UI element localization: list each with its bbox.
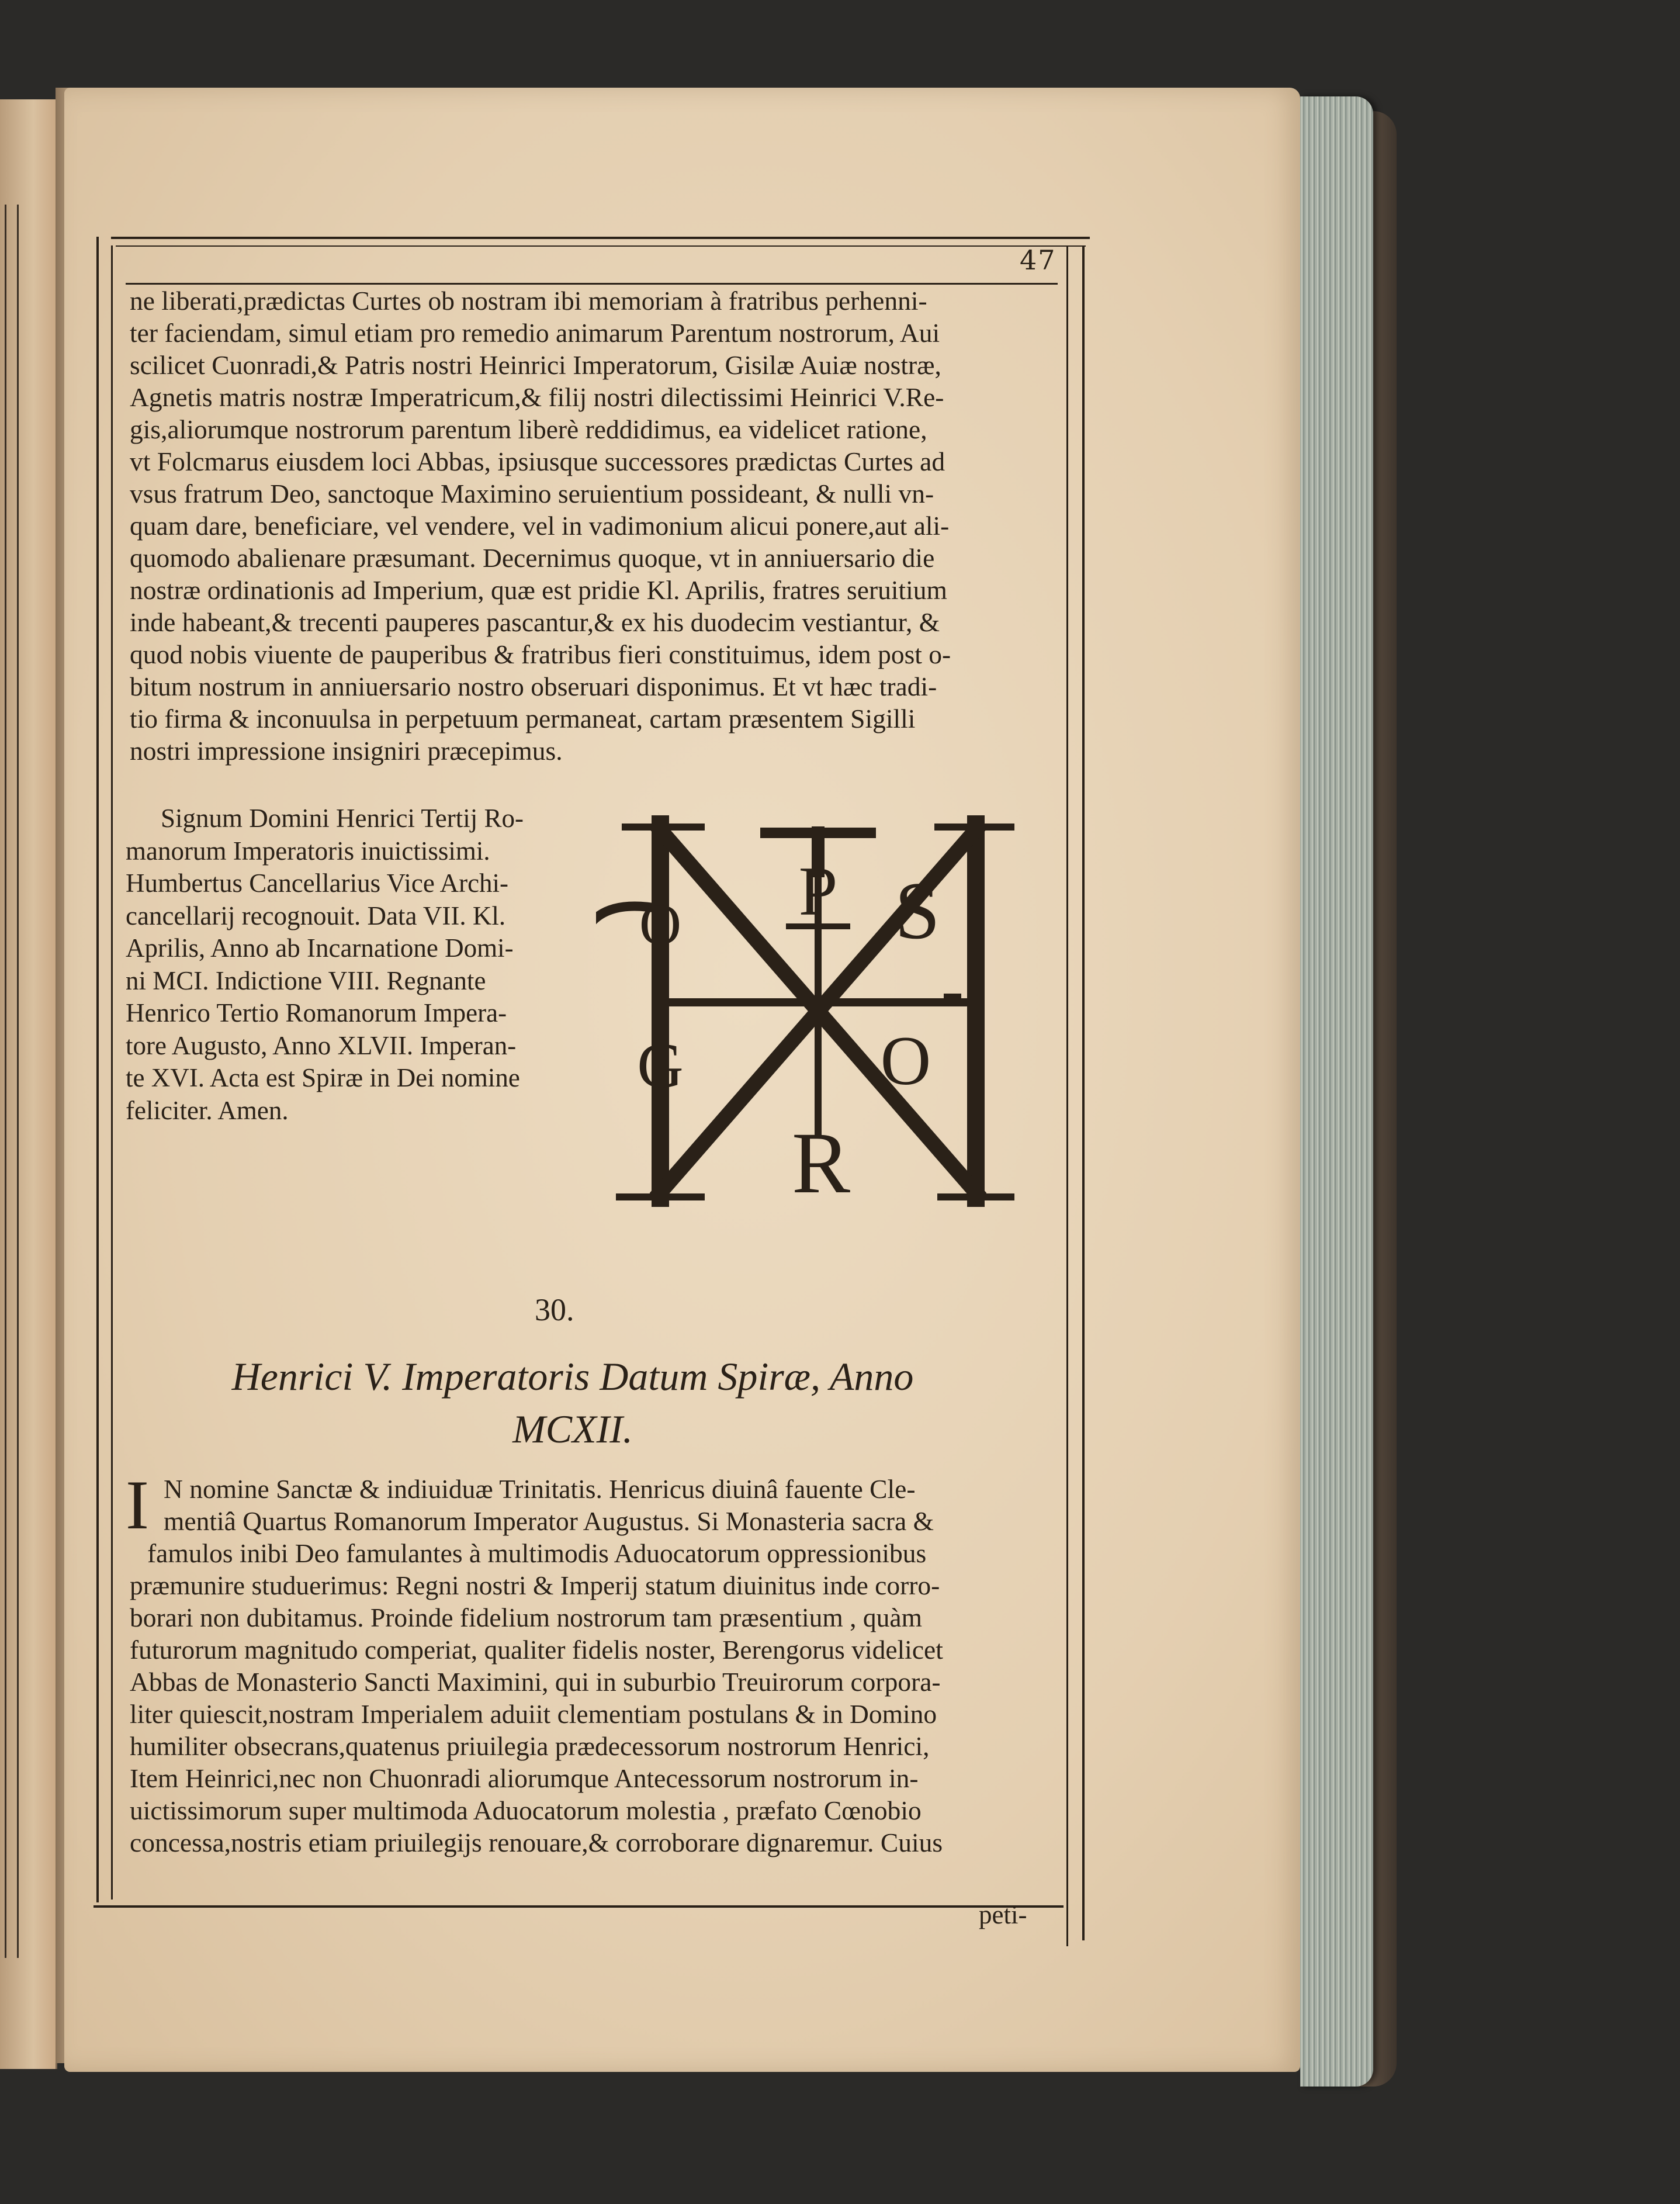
frame-rule-left-outer bbox=[96, 237, 99, 1902]
document-title bbox=[193, 1350, 952, 1455]
charter-paragraph bbox=[130, 1473, 1065, 1859]
frame-rule-left-inner bbox=[111, 245, 113, 1899]
text-line: tore Augusto, Anno XLVII. Imperan- bbox=[126, 1030, 517, 1060]
text-line: mentiâ Quartus Romanorum Imperator Augustus. Si Monasteria sacra & bbox=[164, 1506, 934, 1536]
text-line: quomodo abalienare præsumant. Decernimus quoque, vt in anniuersario die bbox=[130, 543, 935, 573]
document-number: 30. bbox=[535, 1292, 574, 1327]
text-line: cancellarij recognouit. Data VII. Kl. bbox=[126, 901, 506, 930]
intro-paragraph bbox=[130, 285, 1065, 767]
imperial-monogram bbox=[596, 807, 1020, 1216]
frame-rule-right-outer bbox=[1082, 245, 1085, 1940]
text-line: liter quiescit,nostram Imperialem aduiit clementiam postulans & in Domino bbox=[130, 1699, 937, 1729]
text-line: famulos inibi Deo famulantes à multimodis Aduocatorum oppressionibus bbox=[147, 1538, 927, 1568]
monogram-letter-p: P bbox=[798, 852, 838, 930]
text-line: ni MCI. Indictione VIII. Regnante bbox=[126, 966, 486, 995]
text-line: Humbertus Cancellarius Vice Archi- bbox=[126, 869, 509, 898]
text-line: tio firma & inconuulsa in perpetuum permaneat, cartam præsentem Sigilli bbox=[130, 704, 916, 733]
text-line: Abbas de Monasterio Sancti Maximini, qui in suburbio Treuirorum corpora- bbox=[130, 1667, 941, 1697]
text-line: bitum nostrum in anniuersario nostro obseruari disponimus. Et vt hæc tradi- bbox=[130, 672, 937, 701]
text-line: concessa,nostris etiam priuilegijs renouare,& corroborare dignaremur. Cuius bbox=[130, 1828, 943, 1857]
text-line: uictissimorum super multimoda Aduocatorum molestia , præfato Cœnobio bbox=[130, 1795, 922, 1825]
subscription-text bbox=[126, 802, 605, 1127]
text-line: quod nobis viuente de pauperibus & fratribus fieri constituimus, idem post o- bbox=[130, 639, 951, 669]
text-line: vsus fratrum Deo, sanctoque Maximino seruientium possideant, & nulli vn- bbox=[130, 479, 934, 508]
bottom-rule bbox=[93, 1905, 1064, 1908]
frame-rule-right-inner bbox=[1066, 245, 1068, 1946]
text-line: gis,aliorumque nostrorum parentum liberè reddidimus, ea videlicet ratione, bbox=[130, 414, 927, 444]
text-line: borari non dubitamus. Proinde fidelium nostrorum tam præsentium , quàm bbox=[130, 1603, 922, 1632]
drop-cap: I bbox=[126, 1466, 149, 1544]
monogram-letter-o-right: O bbox=[880, 1022, 931, 1099]
text-line: te XVI. Acta est Spiræ in Dei nomine bbox=[126, 1063, 520, 1092]
text-line: Aprilis, Anno ab Incarnatione Domi- bbox=[126, 933, 514, 963]
text-line: N nomine Sanctæ & indiuiduæ Trinitatis. Henricus diuinâ fauente Cle- bbox=[164, 1474, 916, 1504]
title-line: MCXII. bbox=[512, 1407, 633, 1451]
monogram-letter-g: G bbox=[637, 1030, 684, 1101]
text-line: nostri impressione insigniri præcepimus. bbox=[130, 736, 563, 766]
text-line: Item Heinrici,nec non Chuonradi aliorumque Antecessorum nostrorum in- bbox=[130, 1763, 919, 1793]
text-line: præmunire studuerimus: Regni nostri & Imperij statum diuinitus inde corro- bbox=[130, 1570, 940, 1600]
monogram-letter-o-left: O bbox=[639, 892, 682, 957]
text-line: nostræ ordinationis ad Imperium, quæ est pridie Kl. Aprilis, fratres seruitium bbox=[130, 575, 947, 605]
title-line: Henrici V. Imperatoris Datum Spiræ, Anno bbox=[231, 1354, 914, 1399]
text-line: vt Folcmarus eiusdem loci Abbas, ipsiusque successores prædictas Curtes ad bbox=[130, 447, 945, 476]
text-line: futurorum magnitudo comperiat, qualiter fidelis noster, Berengorus videlicet bbox=[130, 1635, 943, 1665]
left-page-rules bbox=[5, 205, 19, 1958]
text-line: ne liberati,prædictas Curtes ob nostram ibi memoriam à fratribus perhenni- bbox=[130, 286, 927, 316]
text-line: quam dare, beneficiare, vel vendere, vel in vadimonium alicui ponere,aut ali- bbox=[130, 511, 950, 541]
text-line: humiliter obsecrans,quatenus priuilegia prædecessorum nostrorum Henrici, bbox=[130, 1731, 930, 1761]
monogram-letter-s: S bbox=[895, 866, 940, 956]
text-line: scilicet Cuonradi,& Patris nostri Heinrici Imperatorum, Gisilæ Auiæ nostræ, bbox=[130, 350, 941, 380]
frame-rule-top-inner bbox=[116, 245, 1086, 247]
text-line: Signum Domini Henrici Tertij Ro- bbox=[161, 804, 524, 833]
page-block-edges bbox=[1300, 96, 1373, 2087]
text-line: ter faciendam, simul etiam pro remedio animarum Parentum nostrorum, Aui bbox=[130, 318, 940, 348]
monogram-letter-r: R bbox=[791, 1115, 851, 1212]
catchword: peti- bbox=[979, 1900, 1027, 1929]
page-number: 47 bbox=[1020, 244, 1057, 276]
text-line: Agnetis matris nostræ Imperatricum,& filij nostri dilectissimi Heinrici V.Re- bbox=[130, 382, 944, 412]
left-page-edge bbox=[0, 99, 57, 2069]
text-line: Henrico Tertio Romanorum Impera- bbox=[126, 998, 507, 1027]
text-line: feliciter. Amen. bbox=[126, 1095, 289, 1125]
text-line: inde habeant,& trecenti pauperes pascantur,& ex his duodecim vestiantur, & bbox=[130, 607, 940, 637]
text-line: manorum Imperatoris inuictissimi. bbox=[126, 836, 490, 866]
frame-rule-top-outer bbox=[111, 237, 1090, 239]
